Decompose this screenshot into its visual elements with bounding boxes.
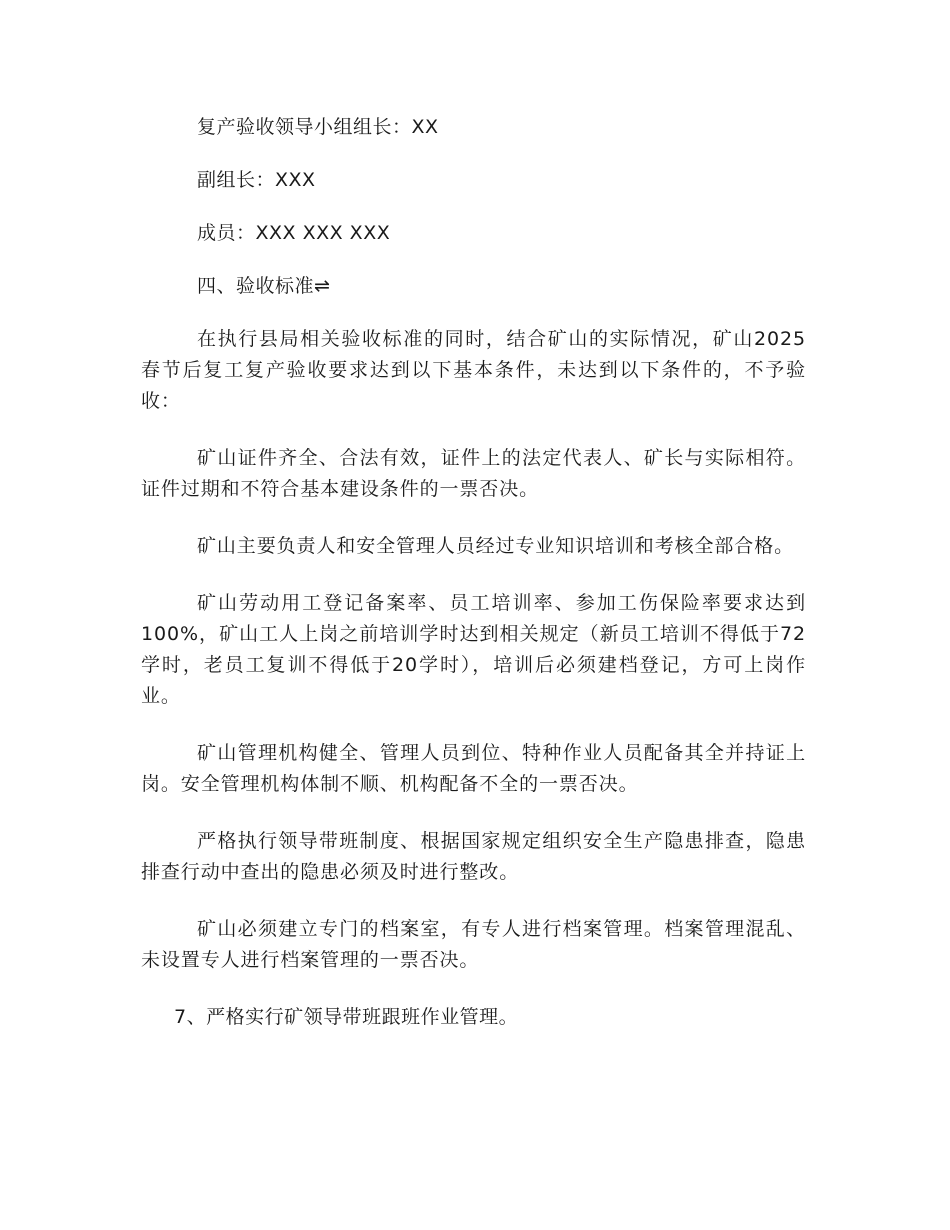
criterion-paragraph: 矿山主要负责人和安全管理人员经过专业知识培训和考核全部合格。 [197,535,795,557]
section-four-heading: 四、验收标准⇌ [197,275,331,297]
criterion-paragraph: 矿山管理机构健全、管理人员到位、特种作业人员配备其全并持证上岗。安全管理机构体制不顺、机构配备不全的一票否决。 [141,742,806,795]
deputy-leader-line: 副组长：XXX [197,169,316,191]
criterion-paragraph: 严格执行领导带班制度、根据国家规定组织安全生产隐患排查，隐患排查行动中查出的隐患必须及时进行整改。 [141,830,806,883]
team-leader-line: 复产验收领导小组组长：XX [197,116,439,138]
criterion-paragraph: 矿山劳动用工登记备案率、员工培训率、参加工伤保险率要求达到100%，矿山工人上岗之前培训学时达到相关规定（新员工培训不得低于72学时，老员工复训不得低于20学时），培训后必须建档登记，方可上岗作业。 [141,592,806,707]
criterion-paragraph: 矿山必须建立专门的档案室，有专人进行档案管理。档案管理混乱、未设置专人进行档案管理的一票否决。 [141,918,806,971]
document-body [141,112,806,1033]
intro-paragraph: 在执行县局相关验收标准的同时，结合矿山的实际情况，矿山2025春节后复工复产验收要求达到以下基本条件，未达到以下条件的，不予验收： [141,328,806,412]
members-line: 成员：XXX XXX XXX [197,222,391,244]
criterion-paragraph: 矿山证件齐全、合法有效，证件上的法定代表人、矿长与实际相符。证件过期和不符合基本建设条件的一票否决。 [141,447,806,500]
item-seven-line: 7、严格实行矿领导带班跟班作业管理。 [174,1006,519,1028]
